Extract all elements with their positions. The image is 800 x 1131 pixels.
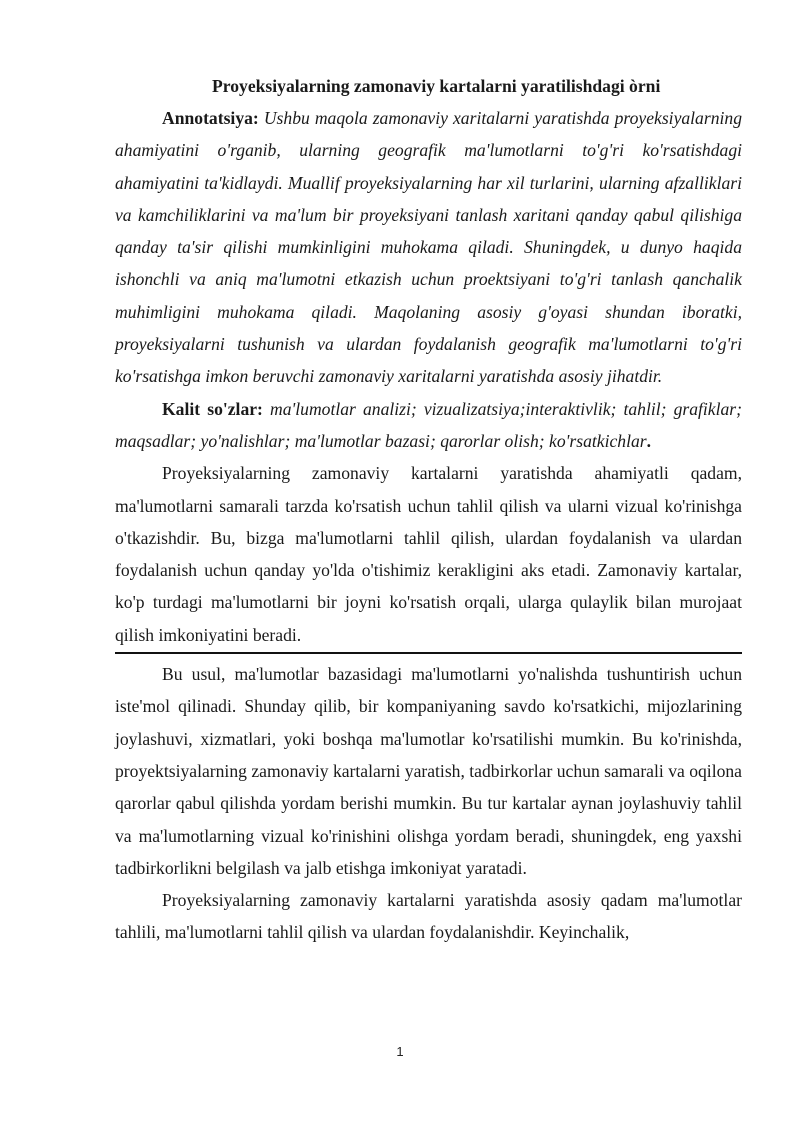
page-number: 1 — [396, 1044, 404, 1059]
document-title: Proyeksiyalarning zamonaviy kartalarni yaratilishdagi òrni — [212, 76, 661, 96]
body-paragraph-1: Proyeksiyalarning zamonaviy kartalarni yaratishda ahamiyatli qadam, ma'lumotlarni samarali tarzda ko'rsatish uchun tahlil qilish va ularni vizual ko'rinishga o'tkazishdir. Bu, bizga ma'lumotlarni tahlil qilish, ulardan foydalanish va ulardan foydalanish uchun qanday yo'lda o'tishimiz kerakligini aks etadi. Zamonaviy kartalar, ko'p turdagi ma'lumotlarni bir joyni ko'rsatish orqali, ularga qulaylik bilan murojaat qilish imkoniyatini beradi. — [115, 463, 742, 645]
keywords-label: Kalit so'zlar: — [162, 398, 263, 419]
keywords-end: . — [646, 430, 652, 451]
document-page — [115, 70, 742, 949]
body-paragraph-2: Bu usul, ma'lumotlar bazasidagi ma'lumotlarni yo'nalishda tushuntirish uchun iste'mol qilinadi. Shunday qilib, bir kompaniyaning savdo ko'rsatkichi, mijozlarining joylashuvi, xizmatlari, yoki boshqa ma'lumotlar ko'rsatilishi mumkin. Bu ko'rinishda, proyektsiyalarning zamonaviy kartalarni yaratish, tadbirkorlar uchun samarali va oqilona qarorlar qabul qilishda yordam berishi mumkin. Bu tur kartalar aynan joylashuviy tahlil va ma'lumotlarning vizual ko'rinishini olishga yordam beradi, shuningdek, eng yaxshi tadbirkorlikni belgilash va jalb etishga imkoniyat yaratadi. — [115, 664, 742, 878]
abstract-label: Annotatsiya: — [162, 108, 259, 128]
body-paragraph-3: Proyeksiyalarning zamonaviy kartalarni yaratishda asosiy qadam ma'lumotlar tahlili, ma'lumotlarni tahlil qilish va ulardan foydalanishdir. Keyinchalik, — [115, 890, 742, 943]
keywords-paragraph — [115, 393, 742, 458]
abstract-text: Ushbu maqola zamonaviy xaritalarni yaratishda proyeksiyalarning ahamiyatini o'rganib, ularning geografik ma'lumotlarni to'g'ri ko'rsatishdagi ahamiyatini ta'kidlaydi. Muallif proyeksiyalarning har xil turlarini, ularning afzalliklari va kamchiliklarini va ma'lum bir proyeksiyani tanlash xaritani qanday qabul qilishiga qanday ta'sir qilishi mumkinligini muhokama qiladi. Shuningdek, u dunyo haqida ishonchli va aniq ma'lumotni etkazish uchun proektsiyani to'g'ri tanlash qanchalik muhimligini muhokama qiladi. Maqolaning asosiy g'oyasi shundan iboratki, proyeksiyalarni tushunish va ulardan foydalanish geografik ma'lumotlarni to'g'ri ko'rsatishga imkon beruvchi zamonaviy xaritalarni yaratishda asosiy jihatdir. — [115, 108, 742, 387]
keywords-text: ma'lumotlar analizi; vizualizatsiya;interaktivlik; tahlil; grafiklar; maqsadlar; yo'nalishlar; ma'lumotlar bazasi; qarorlar olish; ko'rsatkichlar — [115, 398, 742, 451]
abstract-paragraph — [115, 102, 742, 393]
section-rule — [115, 457, 742, 654]
